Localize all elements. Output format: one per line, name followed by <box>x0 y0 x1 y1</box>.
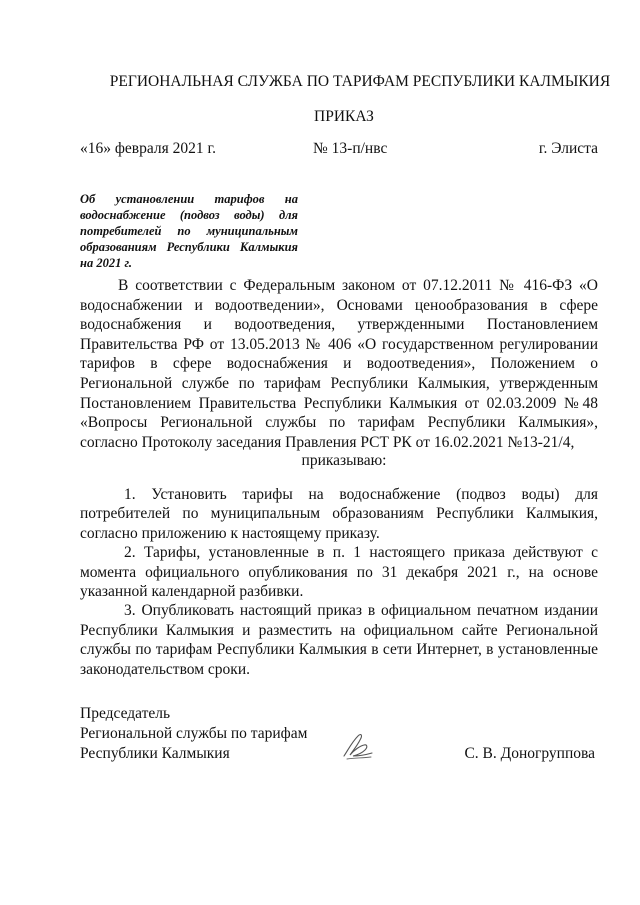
document-number: № 13-п/нвс <box>313 140 388 157</box>
order-items <box>80 485 598 679</box>
order-item-3: 3. Опубликовать настоящий приказ в официальном печатном издании Республики Калмыкия и разместить на официальном сайте Региональной службы по тарифам Республики Калмыкия в сети Интернет, в установленные законодательством сроки. <box>80 602 598 678</box>
signatory-title-line-1: Председатель <box>80 705 171 722</box>
signatory-title-line-3: Республики Калмыкия <box>80 745 230 762</box>
organization-title: РЕГИОНАЛЬНАЯ СЛУЖБА ПО ТАРИФАМ РЕСПУБЛИКИ КАЛМЫКИЯ <box>109 73 611 90</box>
document-type: ПРИКАЗ <box>314 108 374 125</box>
order-item-1: 1. Установить тарифы на водоснабжение (подвоз воды) для потребителей по муниципальным образованиям Республики Калмыкия, согласно приложению к настоящему приказу. <box>80 486 598 542</box>
signature-block <box>80 704 600 774</box>
document-subject: Об установлении тарифов на водоснабжение (подвоз воды) для потребителей по муниципальным образованиям Республики Калмыкия на 2021 г. <box>80 192 298 270</box>
handwritten-signature <box>338 728 378 762</box>
order-item-2: 2. Тарифы, установленные в п. 1 настоящего приказа действуют с момента официального опубликования по 31 декабря 2021 г., на основе указанной календарной разбивки. <box>80 544 598 601</box>
preamble-paragraph: В соответствии с Федеральным законом от 07.12.2011 № 416-ФЗ «О водоснабжении и водоотведении», Основами ценообразования в сфере водоснабжения и водоотведения, утвержденными Постановлением Правительства РФ от 13.05.2013 № 406 «О государственном регулировании тарифов в сфере водоснабжения и водоотведения», Положением о Региональной службе по тарифам Республики Калмыкия, утвержденным Постановлением Правительства Республики Калмыкия от 02.03.2009 №48 «Вопросы Региональной службы по тарифам Республики Калмыкия», согласно Протоколу заседания Правления РСТ РК от 16.02.2021 №13-21/4, <box>80 277 598 451</box>
document-city: г. Элиста <box>538 140 598 157</box>
decree-word: приказываю: <box>301 452 387 469</box>
signatory-name: С. В. Доногруппова <box>464 745 595 762</box>
signatory-title-line-2: Региональной службы по тарифам <box>80 725 308 742</box>
document-meta-row <box>80 140 598 160</box>
document-date: «16» февраля 2021 г. <box>80 140 216 157</box>
